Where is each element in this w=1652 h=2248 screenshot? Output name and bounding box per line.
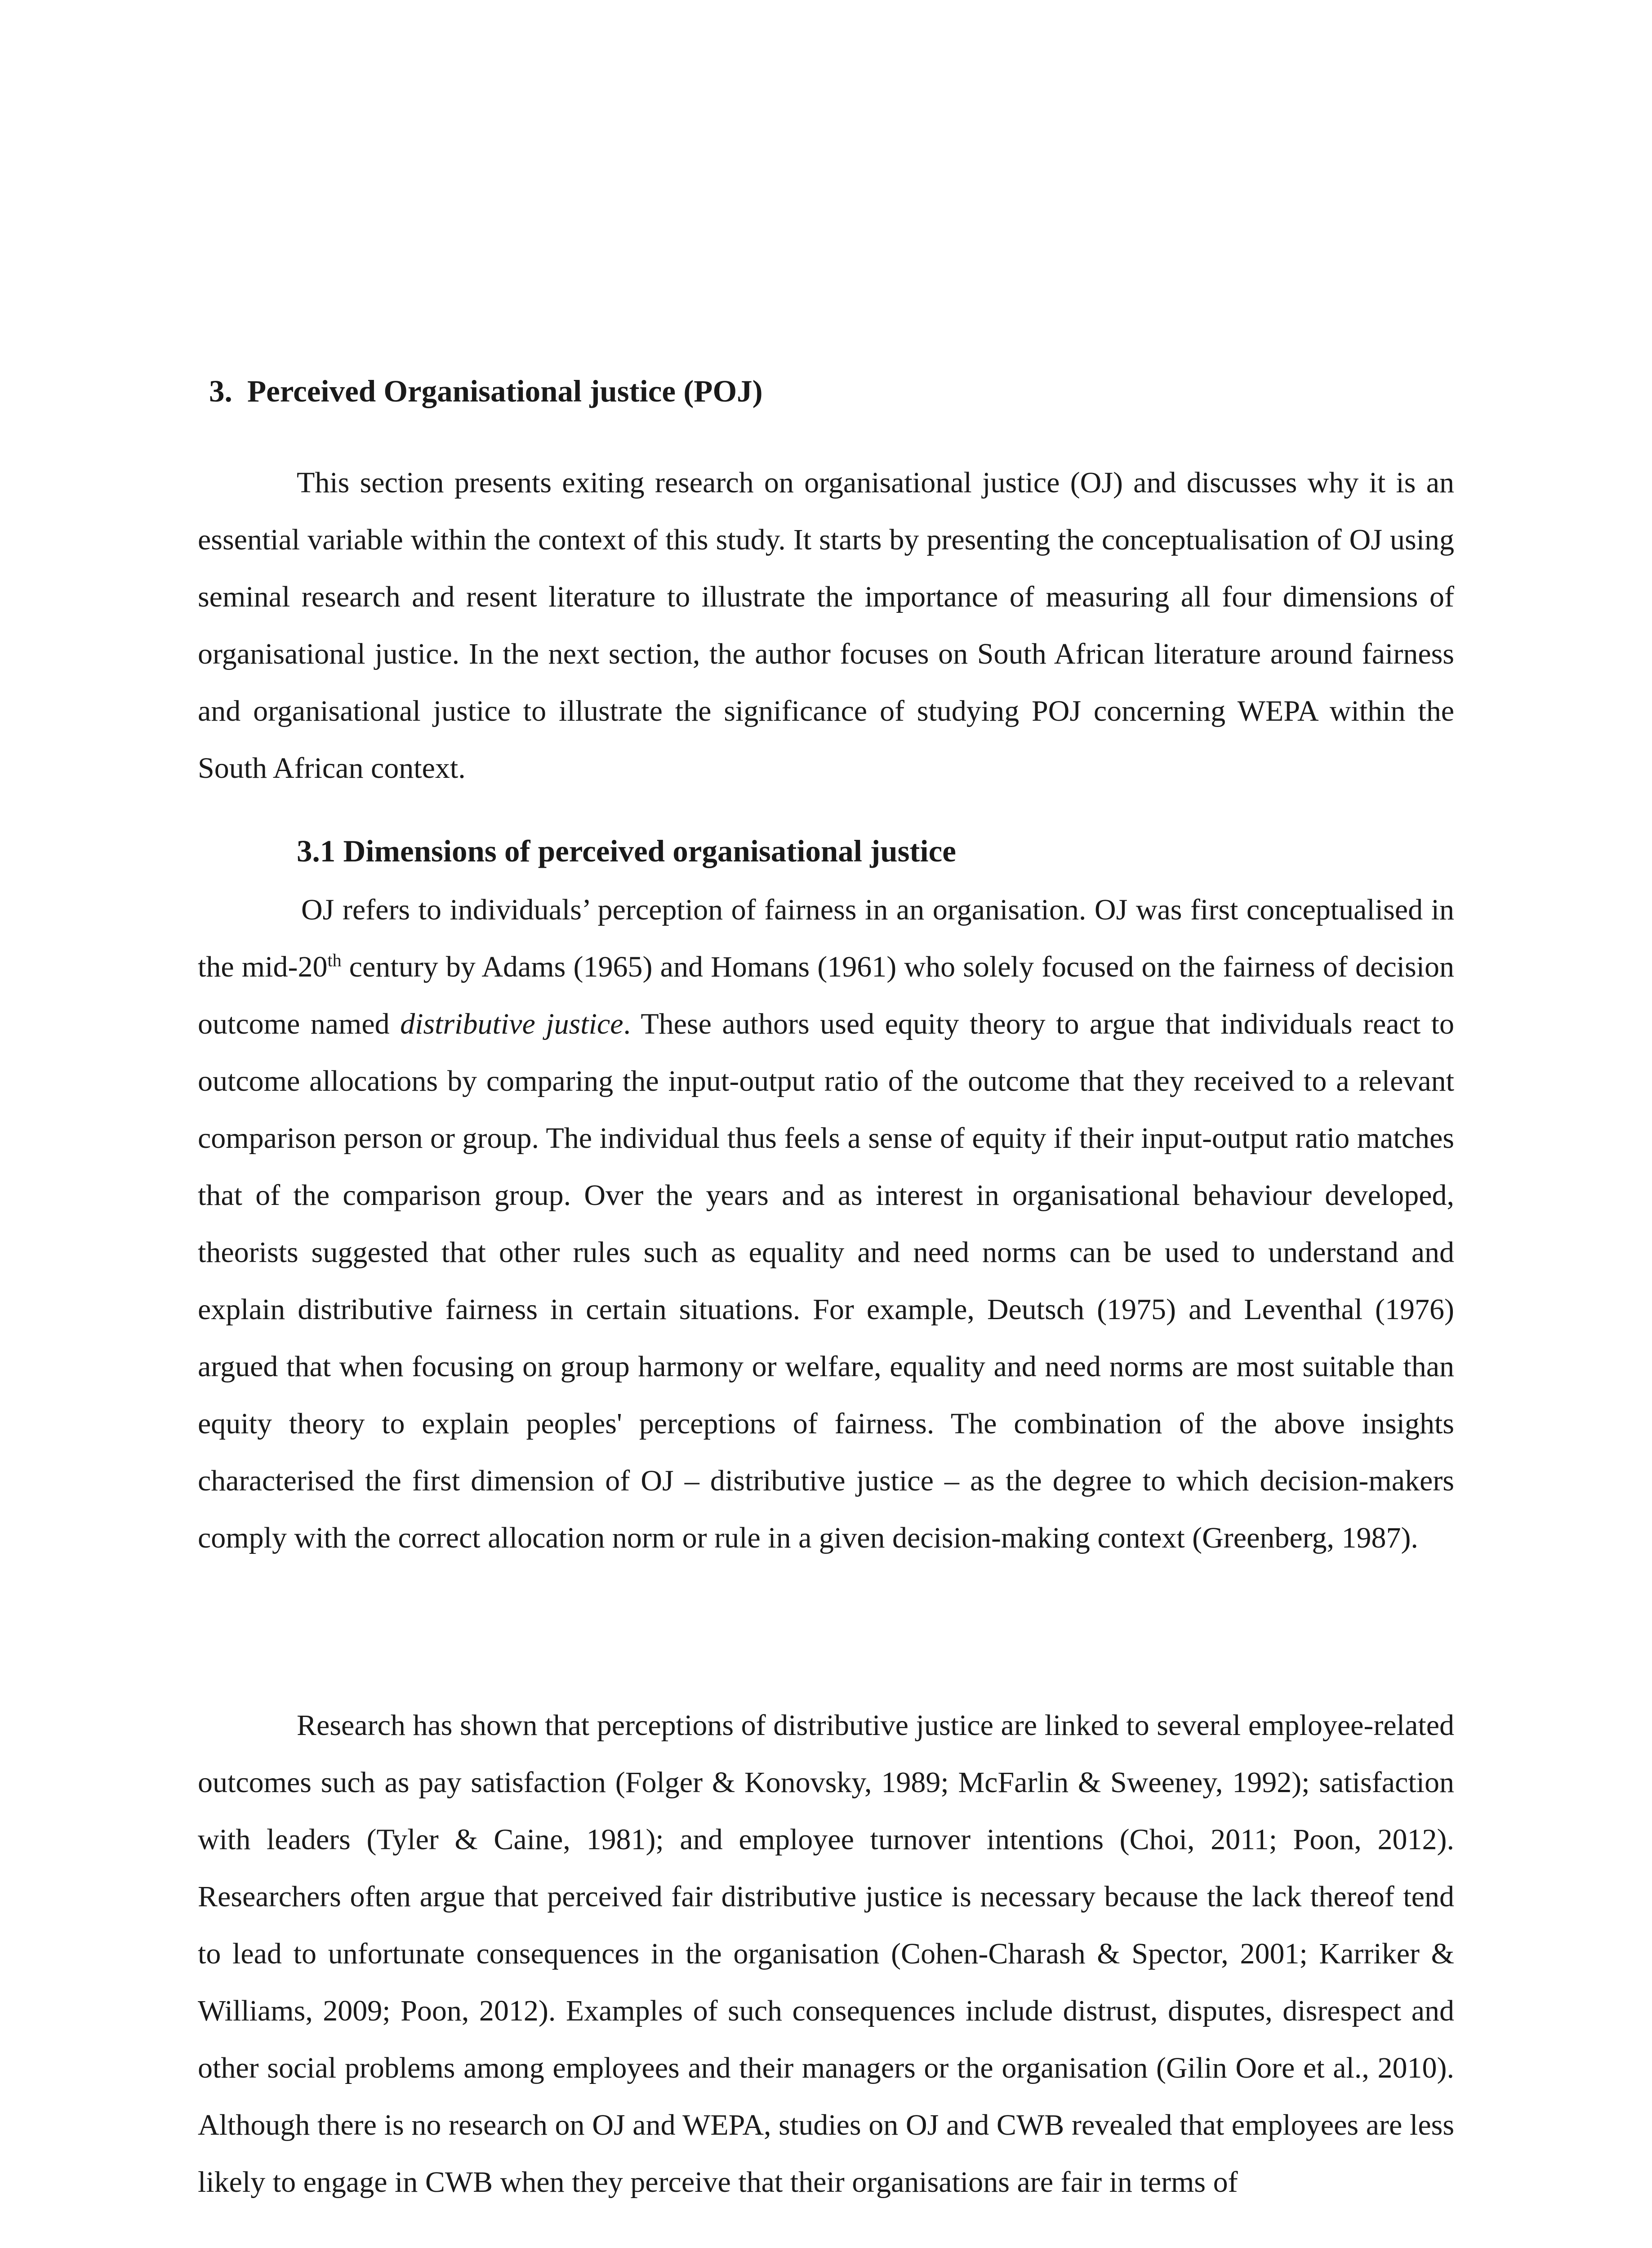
paragraph-dimensions-text — [198, 881, 1454, 1566]
paragraph-research-text: Research has shown that perceptions of distributive justice are linked to several employee-related outcomes such as pay satisfaction (Folger & Konovsky, 1989; McFarlin & Sweeney, 1992); satisfaction with leaders (Tyler & Caine, 1981); and employee turnover intentions (Choi, 2011; Poon, 2012). Researchers often argue that perceived fair distributive justice is necessary because the lack thereof tend to lead to unfortunate consequences in the organisation (Cohen-Charash & Spector, 2001; Karriker & Williams, 2009; Poon, 2012). Examples of such consequences include distrust, disputes, disrespect and other social problems among employees and their managers or the organisation (Gilin Oore et al., 2010). Although there is no research on OJ and WEPA, studies on OJ and CWB revealed that employees are less likely to engage in CWB when they perceive that their organisations are fair in terms of — [198, 1709, 1454, 2199]
superscript-th: th — [327, 950, 342, 970]
section-heading — [209, 376, 763, 407]
section-number: 3. — [209, 374, 232, 408]
paragraph-intro — [198, 454, 1454, 797]
subsection-heading: 3.1 Dimensions of perceived organisational justice — [297, 834, 956, 868]
paragraph-dimensions-part-c: . These authors used equity theory to argue that individuals react to outcome allocations by comparing the input-output ratio of the outcome that they received to a relevant comparison person or group. The individual thus feels a sense of equity if their input-output ratio matches that of the comparison group. Over the years and as interest in organisational behaviour developed, theorists suggested that other rules such as equality and need norms can be used to understand and explain distributive fairness in certain situations. For example, Deutsch (1975) and Leventhal (1976) argued that when focusing on group harmony or welfare, equality and need norms are most suitable than equity theory to explain peoples' perceptions of fairness. The combination of the above insights characterised the first dimension of OJ – distributive justice – as the degree to which decision-makers comply with the correct allocation norm or rule in a given decision-making context (Greenberg, 1987). — [198, 1008, 1454, 1554]
italic-term: distributive justice — [400, 1008, 623, 1040]
paragraph-research — [198, 1697, 1454, 2211]
section-title: Perceived Organisational justice (POJ) — [247, 374, 763, 408]
paragraph-dimensions — [198, 881, 1454, 1566]
paragraph-dimensions-part-b: century by Adams (1965) and Homans (1961) who solely focused on the fairness of decision outcome named — [198, 950, 1454, 1040]
paragraph-intro-text: This section presents exiting research on organisational justice (OJ) and discusses why it is an essential variable within the context of this study. It starts by presenting the conceptualisation of OJ using seminal research and resent literature to illustrate the importance of measuring all four dimensions of organisational justice. In the next section, the author focuses on South African literature around fairness and organisational justice to illustrate the significance of studying POJ concerning WEPA within the South African context. — [198, 466, 1454, 785]
paragraph-dimensions-part-a: OJ refers to individuals’ perception of fairness in an organisation. OJ was first conceptualised in the mid-20 — [198, 893, 1454, 983]
